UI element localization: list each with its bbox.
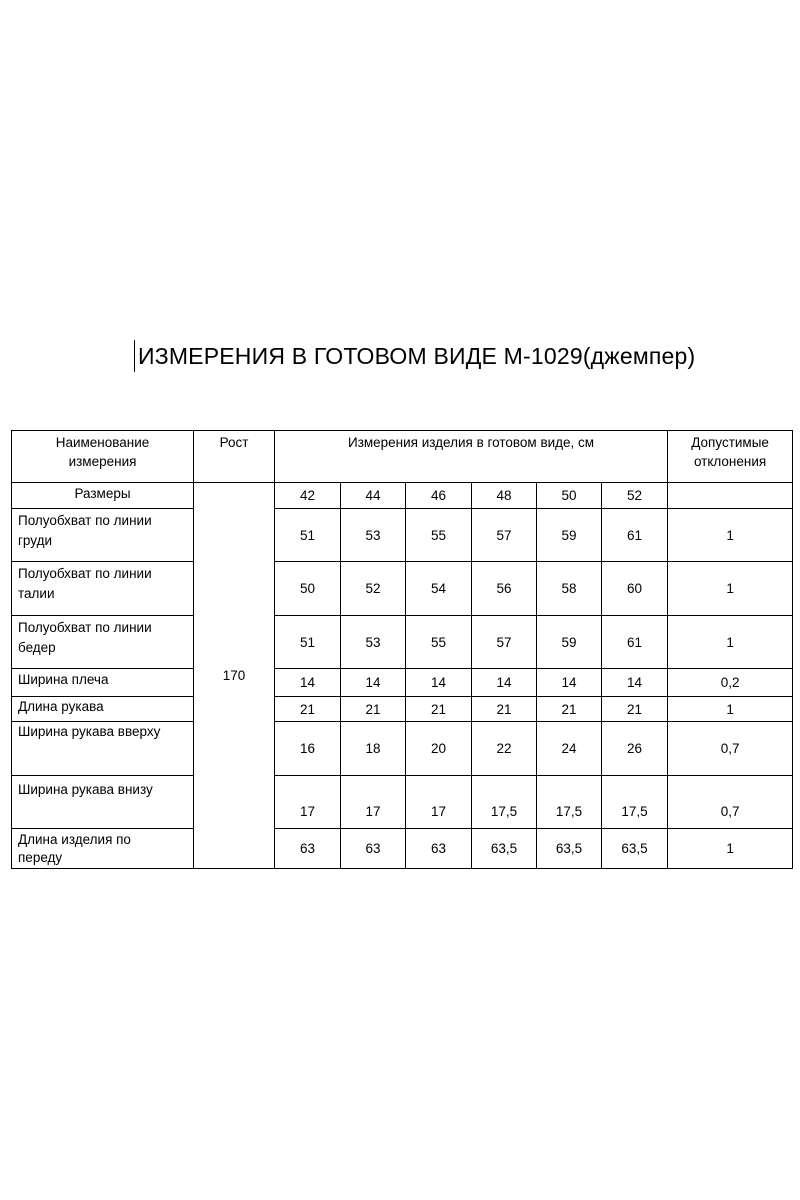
value: 18 xyxy=(365,741,381,756)
value: 26 xyxy=(627,741,643,756)
value-cell xyxy=(537,776,602,829)
row-name-cell xyxy=(12,829,194,869)
tolerance-value: 1 xyxy=(726,581,734,596)
table-row xyxy=(12,722,793,776)
height-value: 170 xyxy=(222,668,246,683)
value: 53 xyxy=(365,634,381,650)
value: 63,5 xyxy=(621,841,648,856)
size-value: 42 xyxy=(299,488,316,503)
table-row xyxy=(12,669,793,697)
value: 52 xyxy=(365,581,381,596)
sizes-row xyxy=(12,483,793,509)
value-cell xyxy=(406,616,472,669)
value-cell xyxy=(406,829,472,869)
value: 63,5 xyxy=(555,841,583,856)
value-cell xyxy=(341,722,406,776)
value-cell xyxy=(602,616,668,669)
tolerance-cell xyxy=(668,562,793,616)
value-cell xyxy=(537,562,602,616)
value-cell xyxy=(472,562,537,616)
value-cell xyxy=(275,829,341,869)
value: 14 xyxy=(299,675,316,690)
header-measurements-label: Измерения изделия в готовом виде, см xyxy=(347,435,595,450)
value: 63,5 xyxy=(490,841,518,856)
value: 14 xyxy=(496,675,512,690)
value: 57 xyxy=(496,527,512,543)
value-cell xyxy=(472,722,537,776)
tolerance-value: 1 xyxy=(726,634,734,650)
measurements-table xyxy=(11,430,793,869)
value-cell xyxy=(406,509,472,562)
value: 59 xyxy=(561,634,577,650)
size-tolerance-empty-cell xyxy=(668,483,793,509)
header-measurements-cell xyxy=(275,431,668,483)
value: 51 xyxy=(299,634,316,650)
value-cell xyxy=(341,562,406,616)
value: 56 xyxy=(496,581,512,596)
value-cell xyxy=(602,829,668,869)
table-row xyxy=(12,616,793,669)
value-cell xyxy=(275,669,341,697)
value: 14 xyxy=(365,675,381,690)
value: 17,5 xyxy=(555,803,583,819)
table-header-row xyxy=(12,431,793,483)
row-name: Ширина рукава вверху xyxy=(18,724,161,739)
value: 51 xyxy=(299,527,316,543)
row-name-cell xyxy=(12,776,194,829)
sizes-label: Размеры xyxy=(74,486,131,501)
value: 53 xyxy=(365,527,381,543)
row-name: Полуобхват по линии бедер xyxy=(18,620,152,655)
value-cell xyxy=(472,776,537,829)
value-cell xyxy=(406,562,472,616)
value-cell xyxy=(406,669,472,697)
value: 21 xyxy=(561,701,577,717)
tolerance-cell xyxy=(668,669,793,697)
tolerance-value: 0,7 xyxy=(720,803,740,819)
value: 21 xyxy=(496,701,512,717)
table-row xyxy=(12,697,793,722)
value-cell xyxy=(602,509,668,562)
header-height-label: Рост xyxy=(219,435,249,450)
row-name: Полуобхват по линии груди xyxy=(18,513,152,548)
size-cell xyxy=(472,483,537,509)
value: 58 xyxy=(561,581,577,596)
tolerance-cell xyxy=(668,829,793,869)
header-height-cell xyxy=(194,431,275,483)
document-title: ИЗМЕРЕНИЯ В ГОТОВОМ ВИДЕ М-1029(джемпер) xyxy=(134,340,738,372)
tolerance-cell xyxy=(668,509,793,562)
value: 59 xyxy=(561,527,577,543)
size-cell xyxy=(537,483,602,509)
value-cell xyxy=(341,829,406,869)
sizes-label-cell xyxy=(12,483,194,509)
value: 20 xyxy=(430,741,447,756)
height-cell xyxy=(194,483,275,869)
tolerance-cell xyxy=(668,776,793,829)
size-value: 50 xyxy=(561,488,577,503)
tolerance-cell xyxy=(668,722,793,776)
row-name: Длина изделия по переду xyxy=(18,832,131,865)
value-cell xyxy=(602,562,668,616)
table-row xyxy=(12,562,793,616)
size-cell xyxy=(602,483,668,509)
value-cell xyxy=(472,669,537,697)
value-cell xyxy=(275,509,341,562)
row-name: Ширина рукава внизу xyxy=(18,782,153,797)
value: 14 xyxy=(627,675,643,690)
row-name-cell xyxy=(12,697,194,722)
value-cell xyxy=(341,669,406,697)
value-cell xyxy=(602,722,668,776)
row-name-cell xyxy=(12,509,194,562)
value: 50 xyxy=(299,581,316,596)
tolerance-value: 1 xyxy=(726,841,734,856)
value-cell xyxy=(472,616,537,669)
value: 17,5 xyxy=(621,803,648,819)
value-cell xyxy=(602,776,668,829)
value-cell xyxy=(406,697,472,722)
header-tolerance-cell xyxy=(668,431,793,483)
value-cell xyxy=(602,697,668,722)
value-cell xyxy=(537,669,602,697)
value: 21 xyxy=(627,701,643,717)
size-cell xyxy=(341,483,406,509)
value: 22 xyxy=(496,741,512,756)
value: 16 xyxy=(299,741,316,756)
size-value: 52 xyxy=(627,488,643,503)
value: 57 xyxy=(496,634,512,650)
tolerance-cell xyxy=(668,616,793,669)
value-cell xyxy=(602,669,668,697)
row-name-cell xyxy=(12,616,194,669)
size-value: 48 xyxy=(496,488,512,503)
value-cell xyxy=(275,616,341,669)
header-tolerance-label: Допустимые отклонения xyxy=(691,435,769,469)
value: 55 xyxy=(430,527,447,543)
table-row xyxy=(12,776,793,829)
value: 55 xyxy=(430,634,447,650)
value-cell xyxy=(537,509,602,562)
value-cell xyxy=(275,562,341,616)
value-cell xyxy=(275,776,341,829)
row-name: Ширина плеча xyxy=(18,672,109,687)
size-value: 44 xyxy=(365,488,381,503)
row-name-cell xyxy=(12,562,194,616)
row-name: Длина рукава xyxy=(18,699,104,714)
value: 17,5 xyxy=(490,803,518,819)
tolerance-value: 1 xyxy=(726,527,734,543)
value: 63 xyxy=(299,841,316,856)
value: 21 xyxy=(299,701,316,717)
tolerance-value: 0,2 xyxy=(720,675,740,690)
value-cell xyxy=(406,722,472,776)
value: 17 xyxy=(299,803,316,819)
value: 21 xyxy=(365,701,381,717)
value-cell xyxy=(472,509,537,562)
size-value: 46 xyxy=(430,488,447,503)
value: 54 xyxy=(430,581,447,596)
value: 24 xyxy=(561,741,577,756)
value-cell xyxy=(275,722,341,776)
tolerance-value: 1 xyxy=(726,701,734,717)
value: 14 xyxy=(430,675,447,690)
tolerance-cell xyxy=(668,697,793,722)
value: 17 xyxy=(430,803,447,819)
size-cell xyxy=(406,483,472,509)
value-cell xyxy=(341,616,406,669)
value-cell xyxy=(406,776,472,829)
table-row xyxy=(12,509,793,562)
value: 21 xyxy=(430,701,447,717)
tolerance-value: 0,7 xyxy=(720,741,740,756)
value-cell xyxy=(341,697,406,722)
header-name-label: Наименование измерения xyxy=(55,435,150,469)
value: 60 xyxy=(627,581,643,596)
header-name-cell xyxy=(12,431,194,483)
value-cell xyxy=(341,509,406,562)
value-cell xyxy=(472,697,537,722)
value-cell xyxy=(537,829,602,869)
row-name-cell xyxy=(12,669,194,697)
row-name-cell xyxy=(12,722,194,776)
value: 17 xyxy=(365,803,381,819)
value: 61 xyxy=(627,634,643,650)
value-cell xyxy=(472,829,537,869)
value: 14 xyxy=(561,675,577,690)
value: 61 xyxy=(627,527,643,543)
value-cell xyxy=(537,697,602,722)
value-cell xyxy=(537,722,602,776)
value-cell xyxy=(341,776,406,829)
value: 63 xyxy=(430,841,447,856)
value-cell xyxy=(275,697,341,722)
value-cell xyxy=(537,616,602,669)
table-row xyxy=(12,829,793,869)
size-cell xyxy=(275,483,341,509)
value: 63 xyxy=(365,841,381,856)
row-name: Полуобхват по линии талии xyxy=(18,566,152,601)
